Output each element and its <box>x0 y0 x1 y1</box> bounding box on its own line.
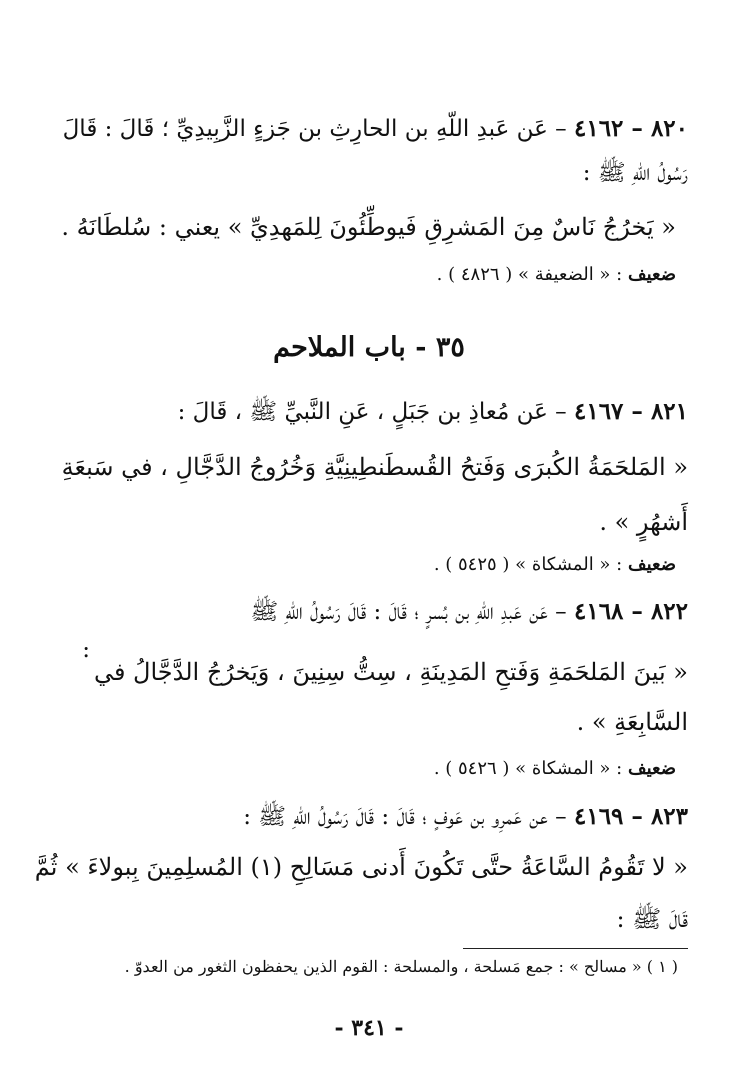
hadith-823-matn-2: قَالَ ﷺ : <box>616 905 688 933</box>
grade-label: ضعيف <box>627 758 676 779</box>
grade-label: ضعيف <box>627 554 676 575</box>
hadith-822-line-1-colon: : <box>82 637 90 663</box>
footnote-separator <box>463 948 688 949</box>
hadith-821-matn-1: « المَلحَمَةُ الكُبرَى وَفَتحُ القُسطَنطِينِيَّةِ وَخُرُوجُ الدَّجَّالِ ، في سَبعَةِ <box>61 453 688 481</box>
hadith-821-isnad: عَن مُعاذِ بن جَبَلٍ ، عَنِ النَّبيِّ ﷺ ، قَالَ : <box>177 399 548 425</box>
hadith-823-isnad: عن عَمرِو بن عَوفٍ ؛ قَالَ : قَالَ رَسُولُ اللّهِ ﷺ : <box>243 804 548 830</box>
hadith-822-grade <box>60 752 676 786</box>
hadith-820-line-2: رَسُولُ اللّهِ ﷺ : <box>582 160 688 186</box>
grade-reference: : « المشكاة » ( ٥٤٢٥ ) . <box>433 554 623 575</box>
page-number: - ٣٤١ - <box>334 1015 404 1041</box>
hadith-823-number: ٨٢٣ – ٤١٦٩ <box>574 803 688 830</box>
hadith-821-grade <box>60 548 676 582</box>
hadith-823-line-1: ٨٢٣ – ٤١٦٩ – عن عَمرِو بن عَوفٍ ؛ قَالَ : قَالَ رَسُولُ اللّهِ ﷺ : <box>243 803 688 830</box>
grade-label: ضعيف <box>627 264 676 285</box>
hadith-821-line-1: ٨٢١ – ٤١٦٧ – عَن مُعاذِ بن جَبَلٍ ، عَنِ النَّبيِّ ﷺ ، قَالَ : <box>177 398 688 425</box>
footnote: ( ١ ) « مسالح » : جمع مَسلحة ، والمسلحة : القوم الذين يحفظون الثغور من العدوّ . <box>124 957 678 976</box>
hadith-820-grade <box>60 258 676 292</box>
grade-reference: : « المشكاة » ( ٥٤٢٦ ) . <box>433 758 623 779</box>
hadith-822-matn-1: « بَينَ المَلحَمَةِ وَفَتحِ المَدِينَةِ ، سِتُّ سِنِينَ ، وَيَخرُجُ الدَّجَّالُ في <box>93 658 688 686</box>
hadith-820-isnad: عَن عَبدِ اللّهِ بن الحارِثِ بن جَزءٍ الزَّبِيدِيِّ ؛ قَالَ : قَالَ <box>62 116 548 142</box>
hadith-820-line-1: ٨٢٠ – ٤١٦٢ – عَن عَبدِ اللّهِ بن الحارِثِ بن جَزءٍ الزَّبِيدِيِّ ؛ قَالَ : قَالَ <box>62 115 688 142</box>
hadith-822-isnad: عَن عَبدِ اللّهِ بن بُسرٍ ؛ قَالَ : قَالَ رَسُولُ اللّهِ ﷺ <box>250 599 548 625</box>
hadith-821-matn-2: أَشهُرٍ » . <box>599 508 688 536</box>
hadith-822-line-1: ٨٢٢ – ٤١٦٨ – عَن عَبدِ اللّهِ بن بُسرٍ ؛ قَالَ : قَالَ رَسُولُ اللّهِ ﷺ <box>250 598 688 625</box>
chapter-title: ٣٥ - باب الملاحم <box>273 332 465 363</box>
hadith-820-matn: « يَخرُجُ نَاسٌ مِنَ المَشرِقِ فَيوطِّئُونَ لِلمَهدِيِّ » يعني : سُلطَانَهُ . <box>61 213 676 241</box>
grade-reference: : « الضعيفة » ( ٤٨٢٦ ) . <box>436 264 623 285</box>
hadith-823-matn-1: « لا تَقُومُ السَّاعَةُ حتَّى تَكُونَ أَدنى مَسَالِحِ (١) المُسلِمِينَ بِبولاءَ » ثُمَّ <box>34 853 688 881</box>
hadith-822-matn-2: السَّابِعَةِ » . <box>576 708 688 736</box>
hadith-821-number: ٨٢١ – ٤١٦٧ <box>574 398 688 425</box>
hadith-820-number: ٨٢٠ – ٤١٦٢ <box>574 115 688 142</box>
hadith-822-number: ٨٢٢ – ٤١٦٨ <box>574 598 688 625</box>
